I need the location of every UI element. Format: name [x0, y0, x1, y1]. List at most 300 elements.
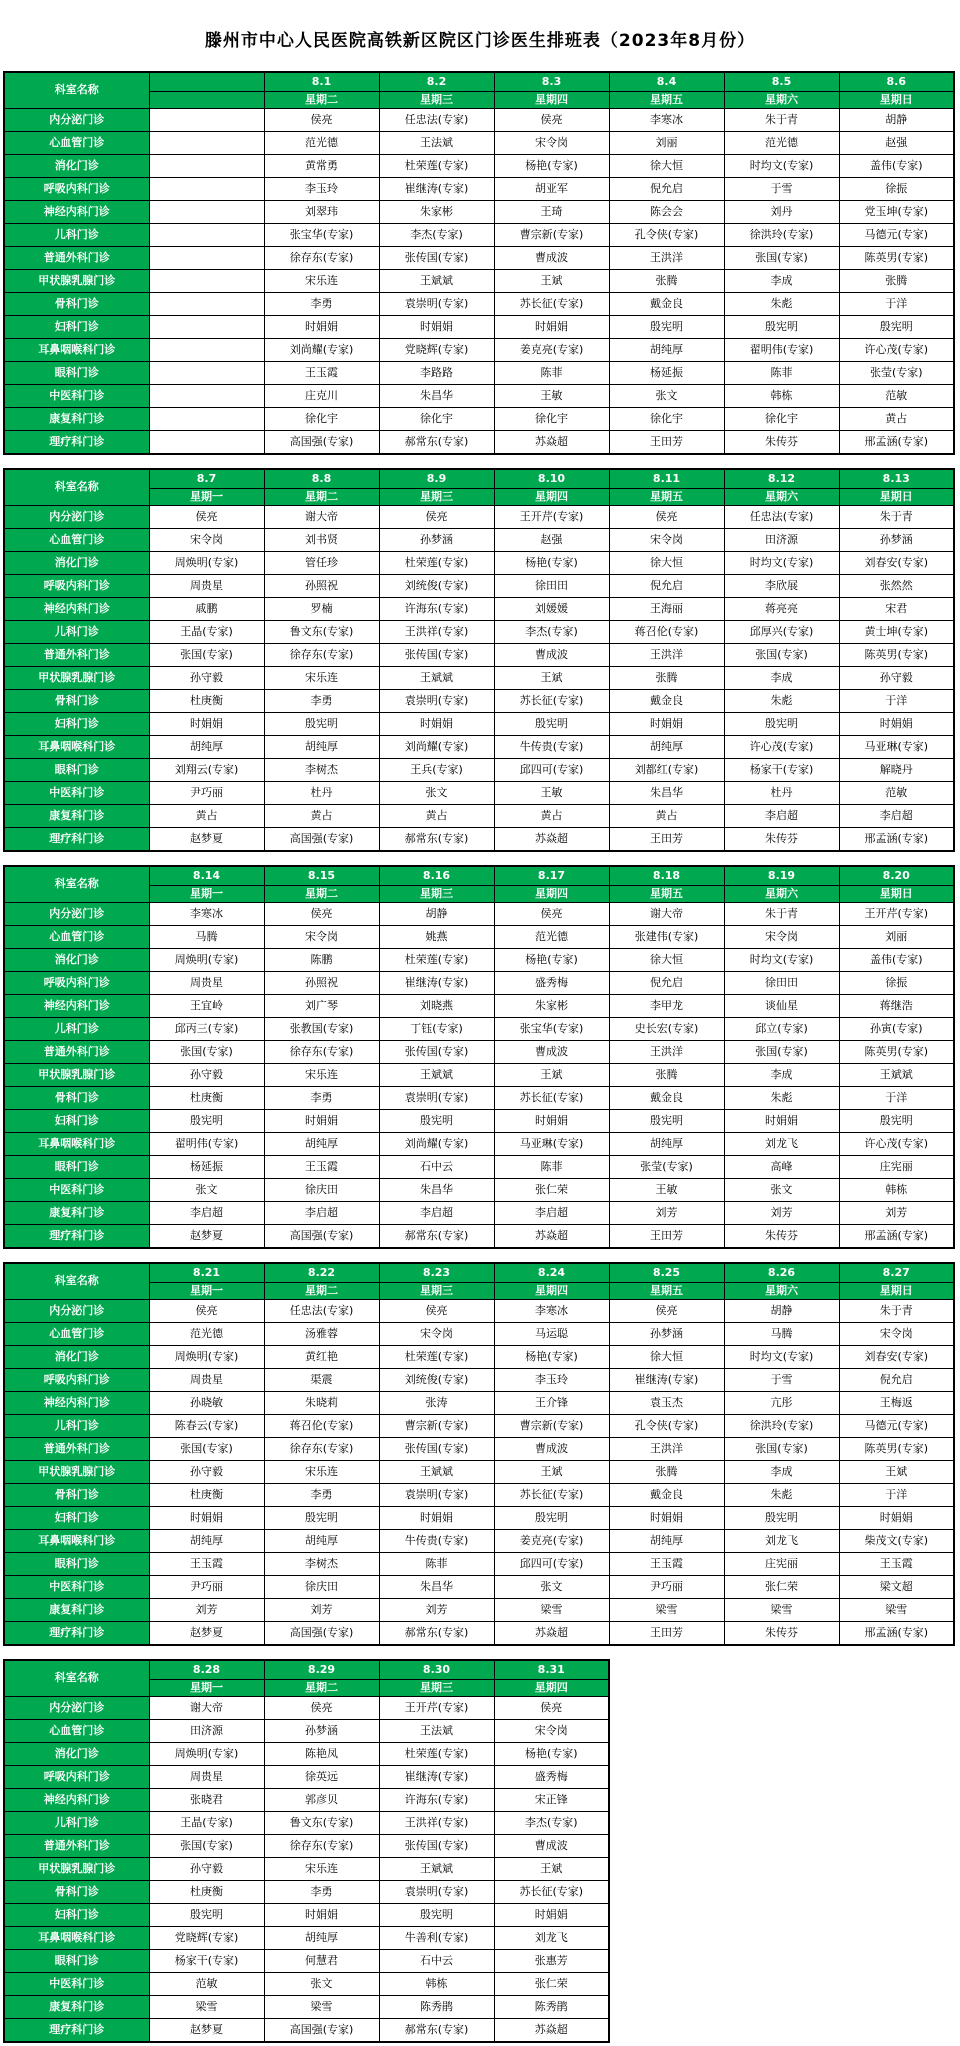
- weekday-header-cell: 星期日: [839, 92, 954, 109]
- doctor-cell: 陈秀鹃: [379, 1996, 494, 2019]
- doctor-cell: 盛秀梅: [494, 972, 609, 995]
- doctor-cell: 侯亮: [264, 109, 379, 132]
- doctor-cell: 马腾: [149, 926, 264, 949]
- doctor-cell: 胡纯厚: [609, 736, 724, 759]
- schedule-row: [4, 1553, 954, 1576]
- weekday-header-cell: 星期五: [609, 92, 724, 109]
- schedule-row: [4, 1743, 609, 1766]
- doctor-cell: 张国(专家): [149, 644, 264, 667]
- schedule-row: [4, 1225, 954, 1249]
- schedule-row: [4, 178, 954, 201]
- doctor-cell: [149, 339, 264, 362]
- doctor-cell: 苏焱超: [494, 2019, 609, 2043]
- doctor-cell: 王晶(专家): [149, 621, 264, 644]
- department-name-cell: 中医科门诊: [4, 385, 149, 408]
- doctor-cell: 王斌: [494, 270, 609, 293]
- schedule-row: [4, 1110, 954, 1133]
- doctor-cell: 朱传芬: [724, 1622, 839, 1646]
- doctor-cell: [149, 431, 264, 455]
- doctor-cell: 黄占: [379, 805, 494, 828]
- doctor-cell: 范光德: [264, 132, 379, 155]
- doctor-cell: 宋令岗: [839, 1323, 954, 1346]
- doctor-cell: 殷宪明: [494, 713, 609, 736]
- department-name-cell: 眼科门诊: [4, 1553, 149, 1576]
- department-name-cell: 内分泌门诊: [4, 1300, 149, 1323]
- doctor-cell: 王田芳: [609, 828, 724, 852]
- doctor-cell: 尹巧丽: [149, 782, 264, 805]
- schedule-row: [4, 1087, 954, 1110]
- doctor-cell: 王斌: [839, 1461, 954, 1484]
- schedule-row: [4, 224, 954, 247]
- doctor-cell: 侯亮: [379, 1300, 494, 1323]
- weekday-header-cell: 星期四: [494, 1680, 609, 1697]
- doctor-cell: 李玉玲: [494, 1369, 609, 1392]
- doctor-cell: 殷宪明: [839, 1110, 954, 1133]
- doctor-cell: 杜丹: [724, 782, 839, 805]
- doctor-cell: 朱彪: [724, 293, 839, 316]
- doctor-cell: 张腾: [609, 1064, 724, 1087]
- doctor-cell: 田济源: [724, 529, 839, 552]
- doctor-cell: 刘尚耀(专家): [264, 339, 379, 362]
- doctor-cell: 孙晓敏: [149, 1392, 264, 1415]
- doctor-cell: 胡纯厚: [264, 1927, 379, 1950]
- doctor-cell: 王玉霞: [839, 1553, 954, 1576]
- doctor-cell: 王海丽: [609, 598, 724, 621]
- doctor-cell: 李树杰: [264, 1553, 379, 1576]
- doctor-cell: 王梅返: [839, 1392, 954, 1415]
- doctor-cell: 邢孟涵(专家): [839, 431, 954, 455]
- doctor-cell: 崔继涛(专家): [379, 1766, 494, 1789]
- doctor-cell: 时娟娟: [379, 316, 494, 339]
- department-name-cell: 眼科门诊: [4, 362, 149, 385]
- department-name-cell: 儿科门诊: [4, 224, 149, 247]
- doctor-cell: 管任珍: [264, 552, 379, 575]
- doctor-cell: 邱四可(专家): [494, 759, 609, 782]
- department-name-cell: 消化门诊: [4, 552, 149, 575]
- doctor-cell: 李欣展: [724, 575, 839, 598]
- doctor-cell: 陈菲: [379, 1553, 494, 1576]
- doctor-cell: 史长宏(专家): [609, 1018, 724, 1041]
- department-name-cell: 骨科门诊: [4, 690, 149, 713]
- doctor-cell: [149, 178, 264, 201]
- doctor-cell: 殷宪明: [724, 713, 839, 736]
- doctor-cell: 戴金良: [609, 690, 724, 713]
- schedule-row: [4, 598, 954, 621]
- schedule-row: [4, 1461, 954, 1484]
- department-name-cell: 耳鼻咽喉科门诊: [4, 736, 149, 759]
- doctor-cell: 王洪洋: [609, 644, 724, 667]
- doctor-cell: 朱彪: [724, 690, 839, 713]
- doctor-cell: 倪允启: [609, 972, 724, 995]
- schedule-row: [4, 293, 954, 316]
- schedule-row: [4, 1858, 609, 1881]
- weekday-header-cell: 星期日: [839, 1283, 954, 1300]
- doctor-cell: 李启超: [494, 1202, 609, 1225]
- corner-label-cell: 科室名称: [4, 72, 149, 109]
- department-name-cell: 妇科门诊: [4, 316, 149, 339]
- schedule-row: [4, 529, 954, 552]
- doctor-cell: 刘广琴: [264, 995, 379, 1018]
- department-name-cell: 心血管门诊: [4, 132, 149, 155]
- doctor-cell: 牛善利(专家): [379, 1927, 494, 1950]
- doctor-cell: 赵强: [839, 132, 954, 155]
- doctor-cell: 宋令岗: [609, 529, 724, 552]
- doctor-cell: 盛秀梅: [494, 1766, 609, 1789]
- schedule-row: [4, 690, 954, 713]
- doctor-cell: 赵强: [494, 529, 609, 552]
- schedule-row: [4, 575, 954, 598]
- schedule-row: [4, 1133, 954, 1156]
- doctor-cell: 任忠法(专家): [724, 506, 839, 529]
- doctor-cell: 邱丙三(专家): [149, 1018, 264, 1041]
- doctor-cell: 苏长征(专家): [494, 1881, 609, 1904]
- doctor-cell: 崔继涛(专家): [379, 972, 494, 995]
- date-header-cell: 8.16: [379, 866, 494, 886]
- doctor-cell: 宋令岗: [379, 1323, 494, 1346]
- date-header-cell: 8.28: [149, 1660, 264, 1680]
- doctor-cell: 刘丽: [609, 132, 724, 155]
- schedule-row: [4, 1415, 954, 1438]
- doctor-cell: 时娟娟: [494, 316, 609, 339]
- schedule-row: [4, 972, 954, 995]
- doctor-cell: 时娟娟: [264, 1904, 379, 1927]
- doctor-cell: 王宜岭: [149, 995, 264, 1018]
- department-name-cell: 妇科门诊: [4, 713, 149, 736]
- doctor-cell: 梁雪: [264, 1996, 379, 2019]
- doctor-cell: 刘芳: [264, 1599, 379, 1622]
- doctor-cell: [149, 270, 264, 293]
- doctor-cell: 李杰(专家): [494, 621, 609, 644]
- schedule-row: [4, 1346, 954, 1369]
- weekday-header-cell: 星期三: [379, 92, 494, 109]
- doctor-cell: 亢彤: [724, 1392, 839, 1415]
- doctor-cell: 王玉霞: [264, 1156, 379, 1179]
- department-name-cell: 眼科门诊: [4, 1156, 149, 1179]
- doctor-cell: 杜庚衡: [149, 1881, 264, 1904]
- doctor-cell: 蒋召伦(专家): [264, 1415, 379, 1438]
- doctor-cell: 杜荣莲(专家): [379, 1346, 494, 1369]
- doctor-cell: 王洪祥(专家): [379, 1812, 494, 1835]
- doctor-cell: 孙照祝: [264, 972, 379, 995]
- doctor-cell: 刘统俊(专家): [379, 575, 494, 598]
- doctor-cell: 尹巧丽: [609, 1576, 724, 1599]
- doctor-cell: 陈艳凤: [264, 1743, 379, 1766]
- doctor-cell: 时娟娟: [724, 1110, 839, 1133]
- schedule-row: [4, 506, 954, 529]
- schedule-row: [4, 1766, 609, 1789]
- doctor-cell: 许心茂(专家): [839, 1133, 954, 1156]
- doctor-cell: 朱于青: [724, 109, 839, 132]
- department-name-cell: 康复科门诊: [4, 805, 149, 828]
- department-name-cell: 康复科门诊: [4, 1996, 149, 2019]
- doctor-cell: [149, 132, 264, 155]
- doctor-cell: 杨家干(专家): [149, 1950, 264, 1973]
- schedule-row: [4, 2019, 609, 2043]
- department-name-cell: 心血管门诊: [4, 926, 149, 949]
- weekday-header-cell: 星期五: [609, 489, 724, 506]
- doctor-cell: 梁文超: [839, 1576, 954, 1599]
- department-name-cell: 普通外科门诊: [4, 1835, 149, 1858]
- doctor-cell: 王玉霞: [264, 362, 379, 385]
- doctor-cell: 张国(专家): [724, 247, 839, 270]
- department-name-cell: 理疗科门诊: [4, 828, 149, 852]
- schedule-row: [4, 1438, 954, 1461]
- doctor-cell: 胡纯厚: [609, 1133, 724, 1156]
- date-header-cell: 8.26: [724, 1263, 839, 1283]
- department-name-cell: 儿科门诊: [4, 1415, 149, 1438]
- schedule-row: [4, 1789, 609, 1812]
- doctor-cell: 时娟娟: [609, 713, 724, 736]
- doctor-cell: 黄占: [264, 805, 379, 828]
- schedule-row: [4, 1156, 954, 1179]
- doctor-cell: 谢大帝: [609, 903, 724, 926]
- doctor-cell: 孙寅(专家): [839, 1018, 954, 1041]
- schedule-row: [4, 316, 954, 339]
- doctor-cell: 宋令岗: [494, 132, 609, 155]
- doctor-cell: 孙守毅: [839, 667, 954, 690]
- doctor-cell: 于洋: [839, 1484, 954, 1507]
- doctor-cell: 时均文(专家): [724, 949, 839, 972]
- doctor-cell: 孙梦涵: [839, 529, 954, 552]
- doctor-cell: 黄占: [149, 805, 264, 828]
- doctor-cell: 王田芳: [609, 431, 724, 455]
- weekday-header-cell: 星期六: [724, 489, 839, 506]
- doctor-cell: 陈英男(专家): [839, 247, 954, 270]
- doctor-cell: 王开芹(专家): [839, 903, 954, 926]
- date-header-cell: 8.23: [379, 1263, 494, 1283]
- doctor-cell: 张莹(专家): [839, 362, 954, 385]
- doctor-cell: 王洪祥(专家): [379, 621, 494, 644]
- schedule-row: [4, 713, 954, 736]
- date-header-cell: 8.31: [494, 1660, 609, 1680]
- date-header-cell: 8.29: [264, 1660, 379, 1680]
- doctor-cell: 党玉坤(专家): [839, 201, 954, 224]
- doctor-cell: 殷宪明: [149, 1904, 264, 1927]
- doctor-cell: 王斌: [494, 1858, 609, 1881]
- schedule-row: [4, 1300, 954, 1323]
- doctor-cell: 刘翠玮: [264, 201, 379, 224]
- weekday-header-cell: 星期日: [839, 886, 954, 903]
- schedule-row: [4, 1812, 609, 1835]
- doctor-cell: 侯亮: [494, 109, 609, 132]
- weekday-header-cell: 星期日: [839, 489, 954, 506]
- doctor-cell: 朱家彬: [379, 201, 494, 224]
- schedule-row: [4, 759, 954, 782]
- doctor-cell: 张传国(专家): [379, 1438, 494, 1461]
- doctor-cell: 袁崇明(专家): [379, 1484, 494, 1507]
- weekday-header-cell: 星期四: [494, 1283, 609, 1300]
- schedule-row: [4, 1576, 954, 1599]
- doctor-cell: 徐田田: [494, 575, 609, 598]
- department-name-cell: 耳鼻咽喉科门诊: [4, 1530, 149, 1553]
- date-header-cell: 8.8: [264, 469, 379, 489]
- week-schedule-table-1: [3, 71, 955, 455]
- weekday-header-cell: 星期六: [724, 1283, 839, 1300]
- department-name-cell: 甲状腺乳腺门诊: [4, 1461, 149, 1484]
- doctor-cell: 姜克亮(专家): [494, 339, 609, 362]
- doctor-cell: 时娟娟: [149, 1507, 264, 1530]
- doctor-cell: 邱厚兴(专家): [724, 621, 839, 644]
- schedule-row: [4, 828, 954, 852]
- schedule-row: [4, 1064, 954, 1087]
- doctor-cell: 张建伟(专家): [609, 926, 724, 949]
- doctor-cell: 徐大恒: [609, 552, 724, 575]
- weekday-header-cell: 星期一: [149, 1680, 264, 1697]
- weekday-header-cell: 星期二: [264, 886, 379, 903]
- doctor-cell: 马腾: [724, 1323, 839, 1346]
- doctor-cell: 高国强(专家): [264, 431, 379, 455]
- date-header-cell: 8.22: [264, 1263, 379, 1283]
- doctor-cell: 王开芹(专家): [494, 506, 609, 529]
- doctor-cell: 许海东(专家): [379, 1789, 494, 1812]
- weekday-header-cell: 星期三: [379, 1680, 494, 1697]
- doctor-cell: 时娟娟: [494, 1904, 609, 1927]
- doctor-cell: 张涛: [379, 1392, 494, 1415]
- date-header-cell: 8.15: [264, 866, 379, 886]
- doctor-cell: 胡纯厚: [609, 1530, 724, 1553]
- weekday-header-cell: 星期五: [609, 886, 724, 903]
- doctor-cell: [149, 408, 264, 431]
- doctor-cell: 李成: [724, 667, 839, 690]
- doctor-cell: 韩栋: [724, 385, 839, 408]
- doctor-cell: 宋令岗: [264, 926, 379, 949]
- doctor-cell: 黄士坤(专家): [839, 621, 954, 644]
- department-name-cell: 中医科门诊: [4, 1576, 149, 1599]
- department-name-cell: 甲状腺乳腺门诊: [4, 667, 149, 690]
- doctor-cell: 苏焱超: [494, 431, 609, 455]
- doctor-cell: 郭彦贝: [264, 1789, 379, 1812]
- date-header-cell: 8.10: [494, 469, 609, 489]
- doctor-cell: 马亚琳(专家): [494, 1133, 609, 1156]
- department-name-cell: 妇科门诊: [4, 1507, 149, 1530]
- date-header-cell: 8.30: [379, 1660, 494, 1680]
- doctor-cell: 石中云: [379, 1156, 494, 1179]
- doctor-cell: 蒋召伦(专家): [609, 621, 724, 644]
- schedule-row: [4, 1622, 954, 1646]
- schedule-row: [4, 1996, 609, 2019]
- doctor-cell: 李启超: [724, 805, 839, 828]
- schedule-row: [4, 552, 954, 575]
- doctor-cell: 戴金良: [609, 1087, 724, 1110]
- doctor-cell: 黄占: [609, 805, 724, 828]
- doctor-cell: 戴金良: [609, 1484, 724, 1507]
- doctor-cell: 陈春云(专家): [149, 1415, 264, 1438]
- doctor-cell: 杨艳(专家): [494, 155, 609, 178]
- doctor-cell: 李勇: [264, 1881, 379, 1904]
- weekday-header-cell: 星期三: [379, 489, 494, 506]
- doctor-cell: 李寒冰: [494, 1300, 609, 1323]
- doctor-cell: 张惠芳: [494, 1950, 609, 1973]
- week-schedule-table-2: [3, 468, 955, 852]
- department-name-cell: 甲状腺乳腺门诊: [4, 1064, 149, 1087]
- doctor-cell: 李杰(专家): [494, 1812, 609, 1835]
- weekday-header-cell: 星期三: [379, 886, 494, 903]
- doctor-cell: 曹宗新(专家): [379, 1415, 494, 1438]
- department-name-cell: 中医科门诊: [4, 1179, 149, 1202]
- doctor-cell: 王敏: [494, 782, 609, 805]
- doctor-cell: 时娟娟: [609, 1507, 724, 1530]
- doctor-cell: 宋令岗: [149, 529, 264, 552]
- doctor-cell: 时娟娟: [264, 316, 379, 339]
- department-name-cell: 甲状腺乳腺门诊: [4, 270, 149, 293]
- doctor-cell: 黄占: [494, 805, 609, 828]
- doctor-cell: 张文: [609, 385, 724, 408]
- weekday-header-cell: 星期一: [149, 1283, 264, 1300]
- doctor-cell: 翟明伟(专家): [149, 1133, 264, 1156]
- doctor-cell: 侯亮: [609, 1300, 724, 1323]
- doctor-cell: 刘龙飞: [494, 1927, 609, 1950]
- department-name-cell: 中医科门诊: [4, 1973, 149, 1996]
- doctor-cell: 李路路: [379, 362, 494, 385]
- doctor-cell: 宋令岗: [494, 1720, 609, 1743]
- doctor-cell: 盖伟(专家): [839, 155, 954, 178]
- doctor-cell: 王斌斌: [379, 667, 494, 690]
- schedule-row: [4, 949, 954, 972]
- doctor-cell: 邢孟涵(专家): [839, 1622, 954, 1646]
- doctor-cell: 殷宪明: [379, 1110, 494, 1133]
- doctor-cell: 徐田田: [724, 972, 839, 995]
- schedule-row: [4, 1041, 954, 1064]
- doctor-cell: 陈菲: [494, 362, 609, 385]
- doctor-cell: 时均文(专家): [724, 155, 839, 178]
- doctor-cell: 罗楠: [264, 598, 379, 621]
- doctor-cell: 侯亮: [149, 1300, 264, 1323]
- doctor-cell: 胡纯厚: [149, 1530, 264, 1553]
- doctor-cell: 曹成波: [494, 1835, 609, 1858]
- department-name-cell: 骨科门诊: [4, 1484, 149, 1507]
- department-name-cell: 理疗科门诊: [4, 1622, 149, 1646]
- doctor-cell: 杜荣莲(专家): [379, 155, 494, 178]
- schedule-row: [4, 644, 954, 667]
- doctor-cell: 鲁文东(专家): [264, 621, 379, 644]
- date-header-cell: 8.18: [609, 866, 724, 886]
- doctor-cell: 许海东(专家): [379, 598, 494, 621]
- date-header-cell: 8.27: [839, 1263, 954, 1283]
- doctor-cell: 范光德: [724, 132, 839, 155]
- doctor-cell: 苏长征(专家): [494, 690, 609, 713]
- doctor-cell: 高国强(专家): [264, 828, 379, 852]
- department-name-cell: 普通外科门诊: [4, 1041, 149, 1064]
- doctor-cell: 郝常东(专家): [379, 2019, 494, 2043]
- weekday-header-cell: 星期四: [494, 92, 609, 109]
- doctor-cell: 徐洪玲(专家): [724, 224, 839, 247]
- schedule-row: [4, 1369, 954, 1392]
- doctor-cell: 丁钰(专家): [379, 1018, 494, 1041]
- doctor-cell: [149, 293, 264, 316]
- department-name-cell: 眼科门诊: [4, 759, 149, 782]
- doctor-cell: 姚燕: [379, 926, 494, 949]
- department-name-cell: 骨科门诊: [4, 1881, 149, 1904]
- doctor-cell: 渠震: [264, 1369, 379, 1392]
- doctor-cell: 张仁荣: [494, 1973, 609, 1996]
- date-header-cell: 8.14: [149, 866, 264, 886]
- doctor-cell: 朱于青: [724, 903, 839, 926]
- doctor-cell: 杜丹: [264, 782, 379, 805]
- date-header-cell: 8.17: [494, 866, 609, 886]
- doctor-cell: 张宝华(专家): [264, 224, 379, 247]
- schedule-row: [4, 1599, 954, 1622]
- department-name-cell: 普通外科门诊: [4, 644, 149, 667]
- department-name-cell: 耳鼻咽喉科门诊: [4, 339, 149, 362]
- doctor-cell: 侯亮: [379, 506, 494, 529]
- doctor-cell: 牛传贵(专家): [494, 736, 609, 759]
- doctor-cell: 朱于青: [839, 506, 954, 529]
- department-name-cell: 妇科门诊: [4, 1904, 149, 1927]
- doctor-cell: 徐洪玲(专家): [724, 1415, 839, 1438]
- doctor-cell: 孙守毅: [149, 1064, 264, 1087]
- doctor-cell: 王兵(专家): [379, 759, 494, 782]
- doctor-cell: 于洋: [839, 1087, 954, 1110]
